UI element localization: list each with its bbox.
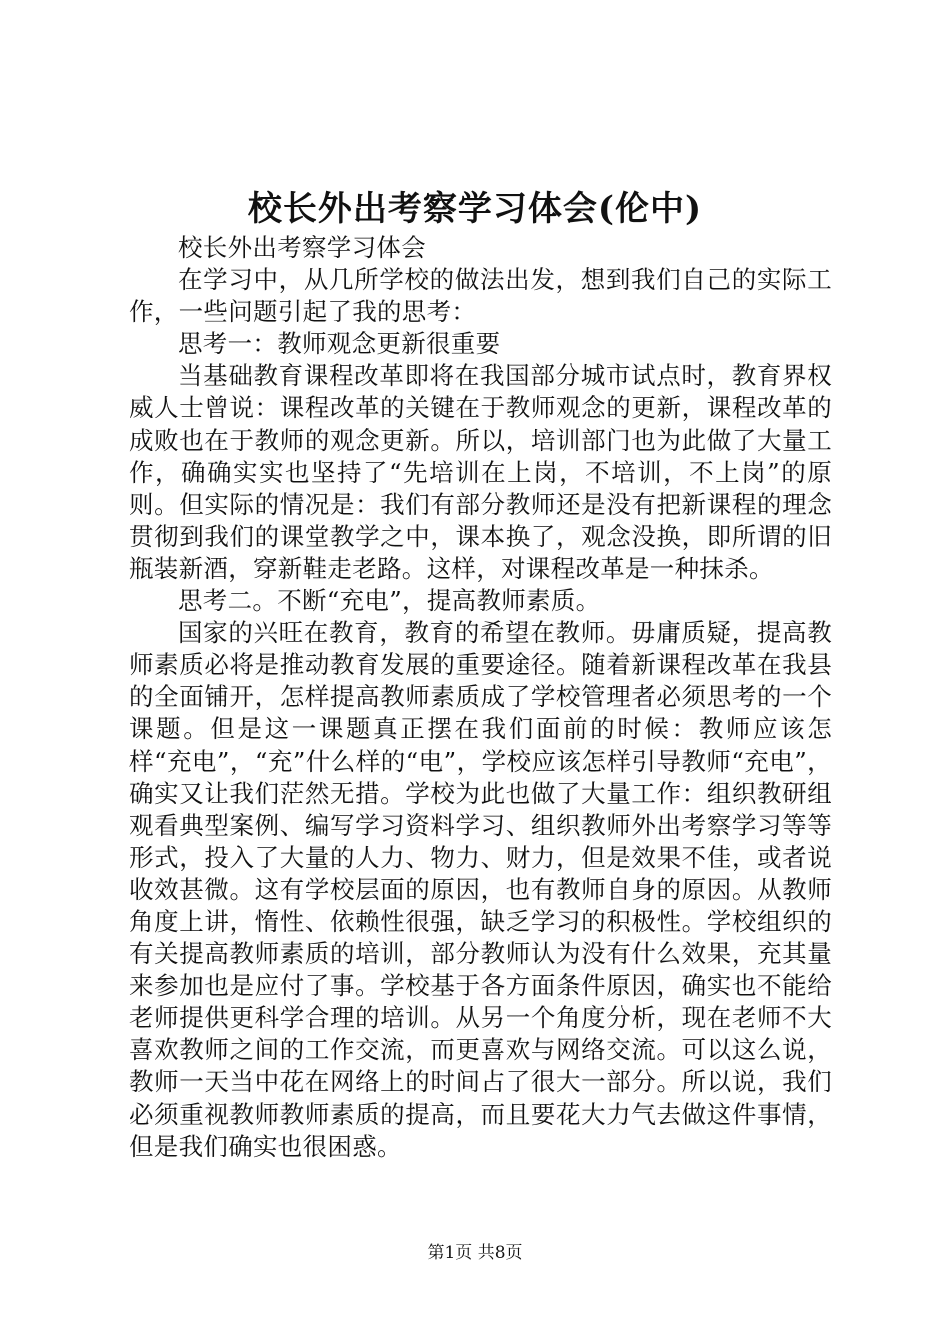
- document-title: 校长外出考察学习体会(伦中): [247, 189, 703, 229]
- page-footer: 第1页 共8页: [427, 1243, 523, 1263]
- paragraph-body-two: 国家的兴旺在教育，教育的希望在教师。毋庸质疑，提高教师素质必将是推动教育发展的重要途径。随着新课程改革在我县的全面铺开，怎样提高教师素质成了学校管理者必须思考的一个课题。但是这一课题真正摆在我们面前的时候：教师应该怎样“充电”，“充”什么样的“电”，学校应该怎样引导教师“充电”，确实又让我们茫然无措。学校为此也做了大量工作：组织教研组观看典型案例、编写学习资料学习、组织教师外出考察学习等等形式，投入了大量的人力、物力、财力，但是效果不佳，或者说收效甚微。这有学校层面的原因，也有教师自身的原因。从教师角度上讲，惰性、依赖性很强，缺乏学习的积极性。学校组织的有关提高教师素质的培训，部分教师认为没有什么效果，充其量来参加也是应付了事。学校基于各方面条件原因，确实也不能给老师提供更科学合理的培训。从另一个角度分析，现在老师不大喜欢教师之间的工作交流，而更喜欢与网络交流。可以这么说，教师一天当中花在网络上的时间占了很大一部分。所以说，我们必须重视教师教师素质的提高，而且要花大力气去做这件事情，但是我们确实也很困惑。: [129, 618, 832, 1161]
- paragraph-heading-two: 思考二。不断“充电”，提高教师素质。: [178, 586, 601, 616]
- paragraph-subtitle: 校长外出考察学习体会: [178, 233, 426, 262]
- paragraph-body-one: 当基础教育课程改革即将在我国部分城市试点时，教育界权威人士曾说：课程改革的关键在于教师观念的更新，课程改革的成败也在于教师的观念更新。所以，培训部门也为此做了大量工作，确确实实也坚持了“先培训在上岗，不培训，不上岗”的原则。但实际的情况是：我们有部分教师还是没有把新课程的理念贯彻到我们的课堂教学之中，课本换了，观念没换，即所谓的旧瓶装新酒，穿新鞋走老路。这样，对课程改革是一种抹杀。: [129, 361, 832, 583]
- document-body: [129, 232, 832, 1163]
- paragraph-intro: 在学习中，从几所学校的做法出发，想到我们自己的实际工作，一些问题引起了我的思考：: [129, 265, 832, 327]
- paragraph-heading-one: 思考一：教师观念更新很重要: [178, 329, 501, 359]
